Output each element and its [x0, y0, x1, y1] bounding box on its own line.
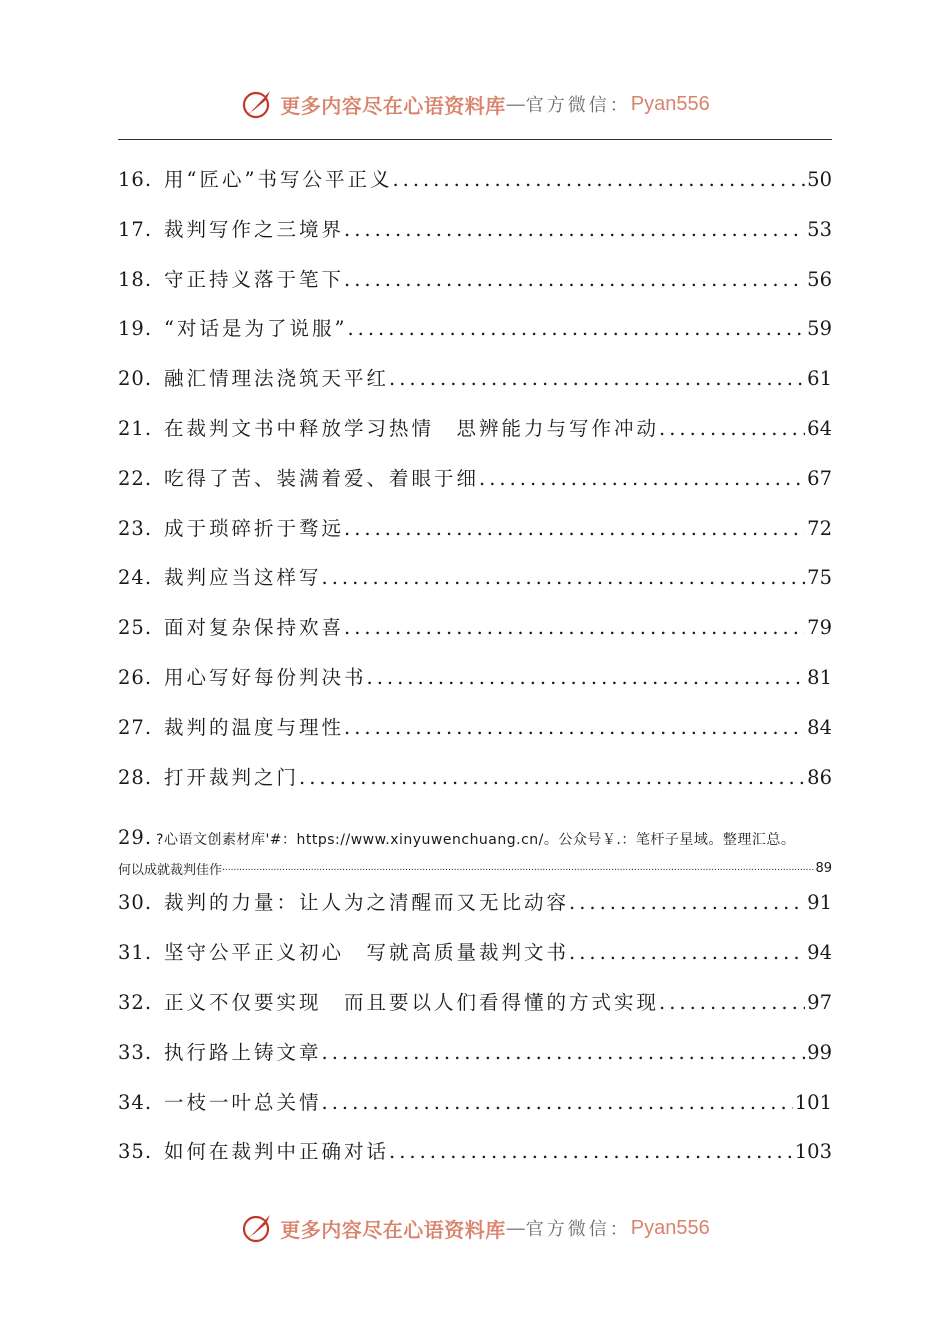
- toc-entry-leader: [344, 716, 805, 739]
- toc-entry-title: 何以成就裁判佳作: [118, 862, 223, 878]
- toc-entry-number: 26.: [118, 665, 153, 689]
- toc-entry-leader: [222, 863, 815, 873]
- toc-entry-number: 27.: [118, 715, 153, 739]
- toc-entry-page: 72: [807, 516, 832, 540]
- toc-entry-page: 64: [807, 416, 832, 440]
- toc-entry-watermark-line: ?心语文创素材库'#：https://www.xinyuwenchuang.cn/。公众号￥.：笔杆子星域。整理汇总。: [156, 832, 796, 849]
- toc-entry-number: 31.: [118, 941, 153, 965]
- toc-entry-title: 裁判的力量：让人为之清醒而又无比动容: [164, 891, 570, 915]
- toc-entry-page: 79: [807, 616, 832, 640]
- toc-entry[interactable]: [118, 264, 832, 314]
- toc-entry-title: 用“匠心”书写公平正义: [164, 168, 393, 191]
- toc-entry-leader: [389, 1140, 793, 1163]
- toc-entry-title: 如何在裁判中正确对话: [164, 1140, 390, 1164]
- toc-entry-leader: [322, 1041, 806, 1064]
- toc-entry-leader: [322, 1091, 793, 1114]
- toc-entry-number: 32.: [118, 990, 153, 1014]
- toc-entry[interactable]: [118, 363, 832, 413]
- toc-entry-leader: [659, 991, 805, 1014]
- toc-entry[interactable]: [118, 463, 832, 513]
- toc-entry-number: 28.: [118, 765, 153, 789]
- toc-entry[interactable]: [118, 1087, 832, 1137]
- footer-banner: [0, 1206, 950, 1250]
- toc-entry[interactable]: [118, 413, 832, 463]
- toc-entry-leader: [392, 168, 805, 191]
- toc-entry-title: 一枝一叶总关情: [164, 1090, 322, 1114]
- footer-brand-text: 更多内容尽在心语资料库: [280, 1217, 506, 1242]
- toc-entry-page: 97: [807, 990, 832, 1014]
- toc-entry[interactable]: [118, 987, 832, 1037]
- toc-entry-page: 94: [807, 941, 832, 965]
- toc-entry-page: 50: [807, 168, 832, 191]
- header-dash: —: [505, 92, 526, 116]
- toc-entry-leader: [344, 218, 805, 241]
- toc-entry-page: 84: [807, 715, 832, 739]
- toc-entry-title: 守正持义落于笔下: [164, 267, 345, 291]
- toc-entry-leader: [389, 367, 805, 390]
- toc-entry-title: 面对复杂保持欢喜: [164, 616, 345, 640]
- header-rule: [118, 139, 832, 140]
- toc-entry-page: 91: [807, 891, 832, 915]
- toc-entry-title: 成于琐碎折于骛远: [164, 516, 345, 540]
- toc-entry-leader: [479, 467, 805, 490]
- toc-entry-number: 25.: [118, 616, 153, 640]
- toc-entry-title: 裁判的温度与理性: [164, 715, 345, 739]
- toc-entry-leader: [367, 666, 806, 689]
- toc-entry[interactable]: [118, 562, 832, 612]
- quill-pen-logo-icon: [240, 1210, 276, 1246]
- toc-entry-number: 18.: [118, 267, 153, 291]
- toc-entry-page: 81: [807, 665, 832, 689]
- toc-entry-number: 34.: [118, 1090, 153, 1114]
- toc-entry-page: 89: [815, 860, 832, 876]
- toc-entry-number: 16.: [118, 168, 153, 191]
- toc-entry-29-line2[interactable]: [118, 849, 832, 887]
- toc-entry-number: 30.: [118, 891, 153, 915]
- toc-entry-29-line1[interactable]: [118, 819, 832, 849]
- toc-entry-page: 75: [807, 566, 832, 590]
- toc-entry[interactable]: [118, 887, 832, 937]
- toc-entry-page: 103: [794, 1140, 832, 1164]
- toc-entry-title: 打开裁判之门: [164, 765, 300, 789]
- toc-entry-leader: [322, 566, 806, 589]
- toc-entry-number: 35.: [118, 1140, 153, 1164]
- toc-entry-leader: [299, 766, 805, 789]
- toc-entry[interactable]: [118, 937, 832, 987]
- toc-entry-page: 56: [807, 267, 832, 291]
- toc-entry-page: 67: [807, 466, 832, 490]
- toc-entry-leader: [344, 268, 805, 291]
- toc-entry-number: 29.: [118, 826, 153, 850]
- toc-entry-leader: [659, 417, 805, 440]
- toc-entry-leader: [344, 616, 805, 639]
- toc-entry-title: 吃得了苦、装满着爱、着眼于细: [164, 466, 480, 490]
- toc-entry[interactable]: [118, 1136, 832, 1186]
- toc-entry-number: 23.: [118, 516, 153, 540]
- footer-wechat-id: Pyan556: [630, 1216, 710, 1239]
- toc-entry-title: 在裁判文书中释放学习热情 思辨能力与写作冲动: [164, 416, 660, 440]
- header-wechat-id: Pyan556: [630, 92, 710, 115]
- toc-entry-page: 59: [807, 317, 832, 341]
- toc-entry[interactable]: [118, 662, 832, 712]
- toc-entry[interactable]: [118, 712, 832, 762]
- toc-entry-title: 坚守公平正义初心 写就高质量裁判文书: [164, 941, 570, 965]
- toc-entry-leader: [347, 317, 805, 340]
- toc-entry-page: 101: [794, 1090, 832, 1114]
- header-brand-text: 更多内容尽在心语资料库: [280, 93, 506, 118]
- toc-entry[interactable]: [118, 1037, 832, 1087]
- toc-entry-number: 17.: [118, 217, 153, 241]
- toc-entry[interactable]: [118, 612, 832, 662]
- toc-entry[interactable]: [118, 214, 832, 264]
- footer-wechat-label: 官方微信：: [525, 1219, 631, 1240]
- toc-entry-leader: [569, 891, 805, 914]
- toc-entry-number: 33.: [118, 1040, 153, 1064]
- header-wechat-label: 官方微信：: [525, 95, 631, 116]
- toc-entry-title: 正义不仅要实现 而且要以人们看得懂的方式实现: [164, 990, 660, 1014]
- toc-entry-page: 61: [807, 367, 832, 391]
- toc-entry[interactable]: [118, 164, 832, 214]
- toc-entry-number: 20.: [118, 367, 153, 391]
- toc-entry-leader: [344, 517, 805, 540]
- header-banner: [0, 82, 950, 126]
- toc-entry-page: 99: [807, 1040, 832, 1064]
- toc-entry-number: 19.: [118, 317, 153, 341]
- toc-entry-number: 21.: [118, 416, 153, 440]
- footer-dash: —: [505, 1216, 526, 1240]
- toc-entry[interactable]: [118, 762, 832, 812]
- toc-entry-number: 24.: [118, 566, 153, 590]
- toc-entry[interactable]: [118, 513, 832, 563]
- toc-entry-number: 22.: [118, 466, 153, 490]
- quill-pen-logo-icon: [240, 86, 276, 122]
- toc-entry-title: “对话是为了说服”: [164, 317, 348, 341]
- toc-entry-leader: [569, 941, 805, 964]
- toc-entry-page: 86: [807, 765, 832, 789]
- toc-entry-title: 融汇情理法浇筑天平红: [164, 367, 390, 391]
- toc-entry-title: 裁判应当这样写: [164, 566, 322, 590]
- toc-entry-page: 53: [807, 217, 832, 241]
- toc-entry-title: 执行路上铸文章: [164, 1040, 322, 1064]
- table-of-contents: [118, 164, 832, 1186]
- toc-entry-title: 用心写好每份判决书: [164, 665, 367, 689]
- toc-entry-title: 裁判写作之三境界: [164, 217, 345, 241]
- toc-entry[interactable]: [118, 313, 832, 363]
